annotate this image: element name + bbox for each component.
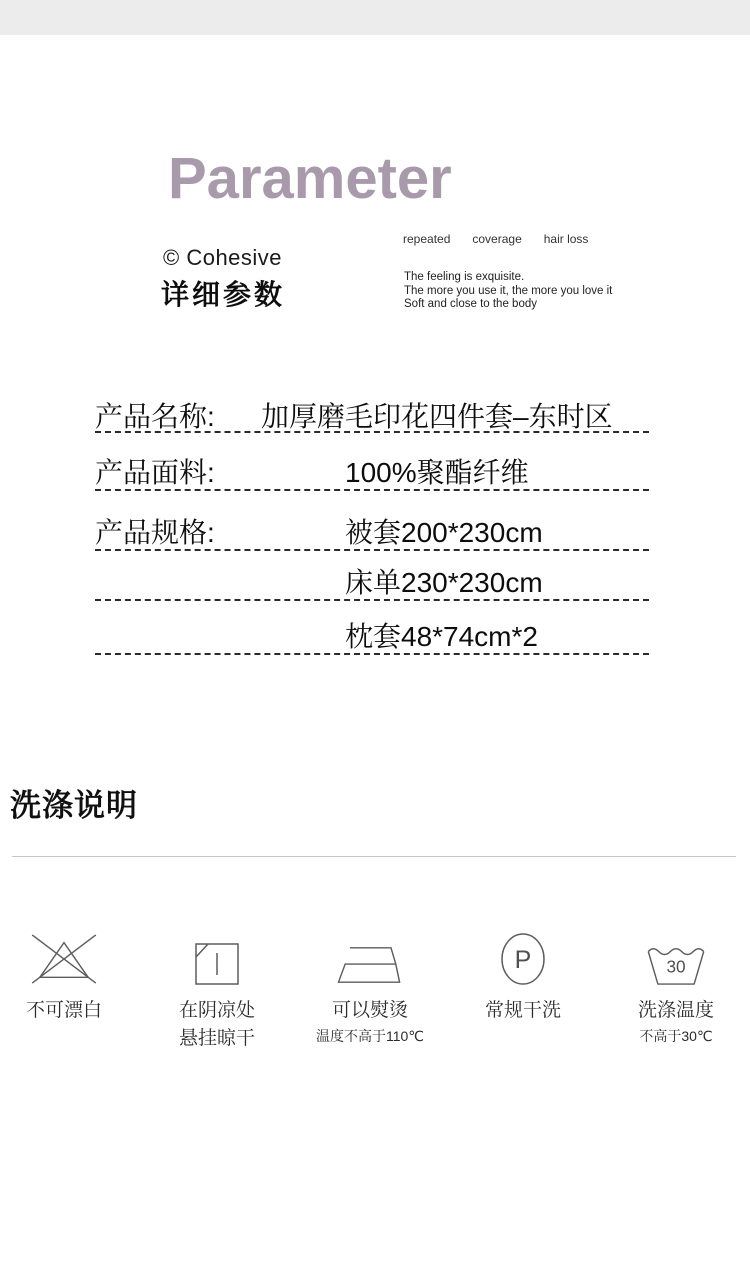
- top-divider-band: [0, 0, 750, 35]
- section-divider: [12, 856, 736, 857]
- icon-box: [467, 926, 579, 986]
- table-row: [95, 433, 649, 491]
- page-subtitle: 详细参数: [161, 279, 286, 310]
- tagline-line: The feeling is exquisite.: [404, 271, 525, 283]
- washing-item-dry-clean: [467, 926, 579, 1053]
- wash-temperature-icon: [645, 944, 707, 986]
- washing-icon-row: [0, 926, 750, 1053]
- washing-label: 可以熨烫: [331, 1000, 408, 1021]
- icon-box: [620, 926, 732, 986]
- table-row: [95, 551, 649, 601]
- washing-item-no-bleach: [8, 926, 120, 1053]
- dry-clean-icon: [500, 932, 546, 986]
- tagline: [404, 271, 612, 312]
- washing-label: 常规干洗: [484, 1000, 561, 1021]
- dry-clean-letter: P: [514, 946, 532, 974]
- spec-value: 床单230*230cm: [345, 567, 543, 598]
- washing-label: 不可漂白: [25, 1000, 102, 1021]
- brand-logo: © Cohesive: [163, 245, 283, 270]
- page-title: Parameter: [168, 146, 452, 211]
- icon-box: [8, 926, 120, 986]
- tagline-line: The more you use it, the more you love it: [404, 284, 613, 297]
- icon-box: [314, 926, 426, 986]
- tagline-line: Soft and close to the body: [404, 298, 537, 310]
- do-not-bleach-icon: [27, 932, 101, 986]
- table-row: [95, 491, 649, 551]
- spec-value: 100%聚酯纤维: [345, 457, 529, 488]
- washing-item-ironing: [314, 926, 426, 1053]
- washing-item-wash-temperature: [620, 926, 732, 1053]
- shade-hang-dry-icon: [194, 942, 240, 986]
- spec-table: [95, 393, 649, 655]
- table-row: [95, 393, 649, 433]
- washing-label: 洗涤温度: [637, 1000, 714, 1021]
- keyword-coverage: coverage: [472, 232, 522, 246]
- washing-section-heading: 洗涤说明: [10, 788, 138, 823]
- iron-icon: [336, 944, 404, 986]
- spec-label: 产品面料:: [95, 457, 215, 488]
- spec-value: 被套200*230cm: [345, 517, 543, 548]
- spec-value: 枕套48*74cm*2: [345, 621, 538, 652]
- spec-label: 产品规格:: [95, 517, 215, 548]
- wash-temperature-number: 30: [666, 956, 686, 977]
- table-row: [95, 601, 649, 655]
- keyword-hair-loss: hair loss: [543, 232, 589, 246]
- washing-sublabel: 不高于30℃: [639, 1028, 713, 1044]
- spec-label: 产品名称:: [95, 401, 215, 432]
- washing-sublabel: 温度不高于110℃: [315, 1028, 425, 1044]
- icon-box: [161, 926, 273, 986]
- washing-sublabel: 悬挂晾干: [178, 1028, 255, 1049]
- washing-item-shade-hang-dry: [161, 926, 273, 1053]
- keyword-list: [403, 232, 588, 246]
- washing-label: 在阴凉处: [178, 1000, 255, 1021]
- keyword-repeated: repeated: [403, 232, 451, 246]
- spec-value: 加厚磨毛印花四件套–东时区: [261, 401, 613, 432]
